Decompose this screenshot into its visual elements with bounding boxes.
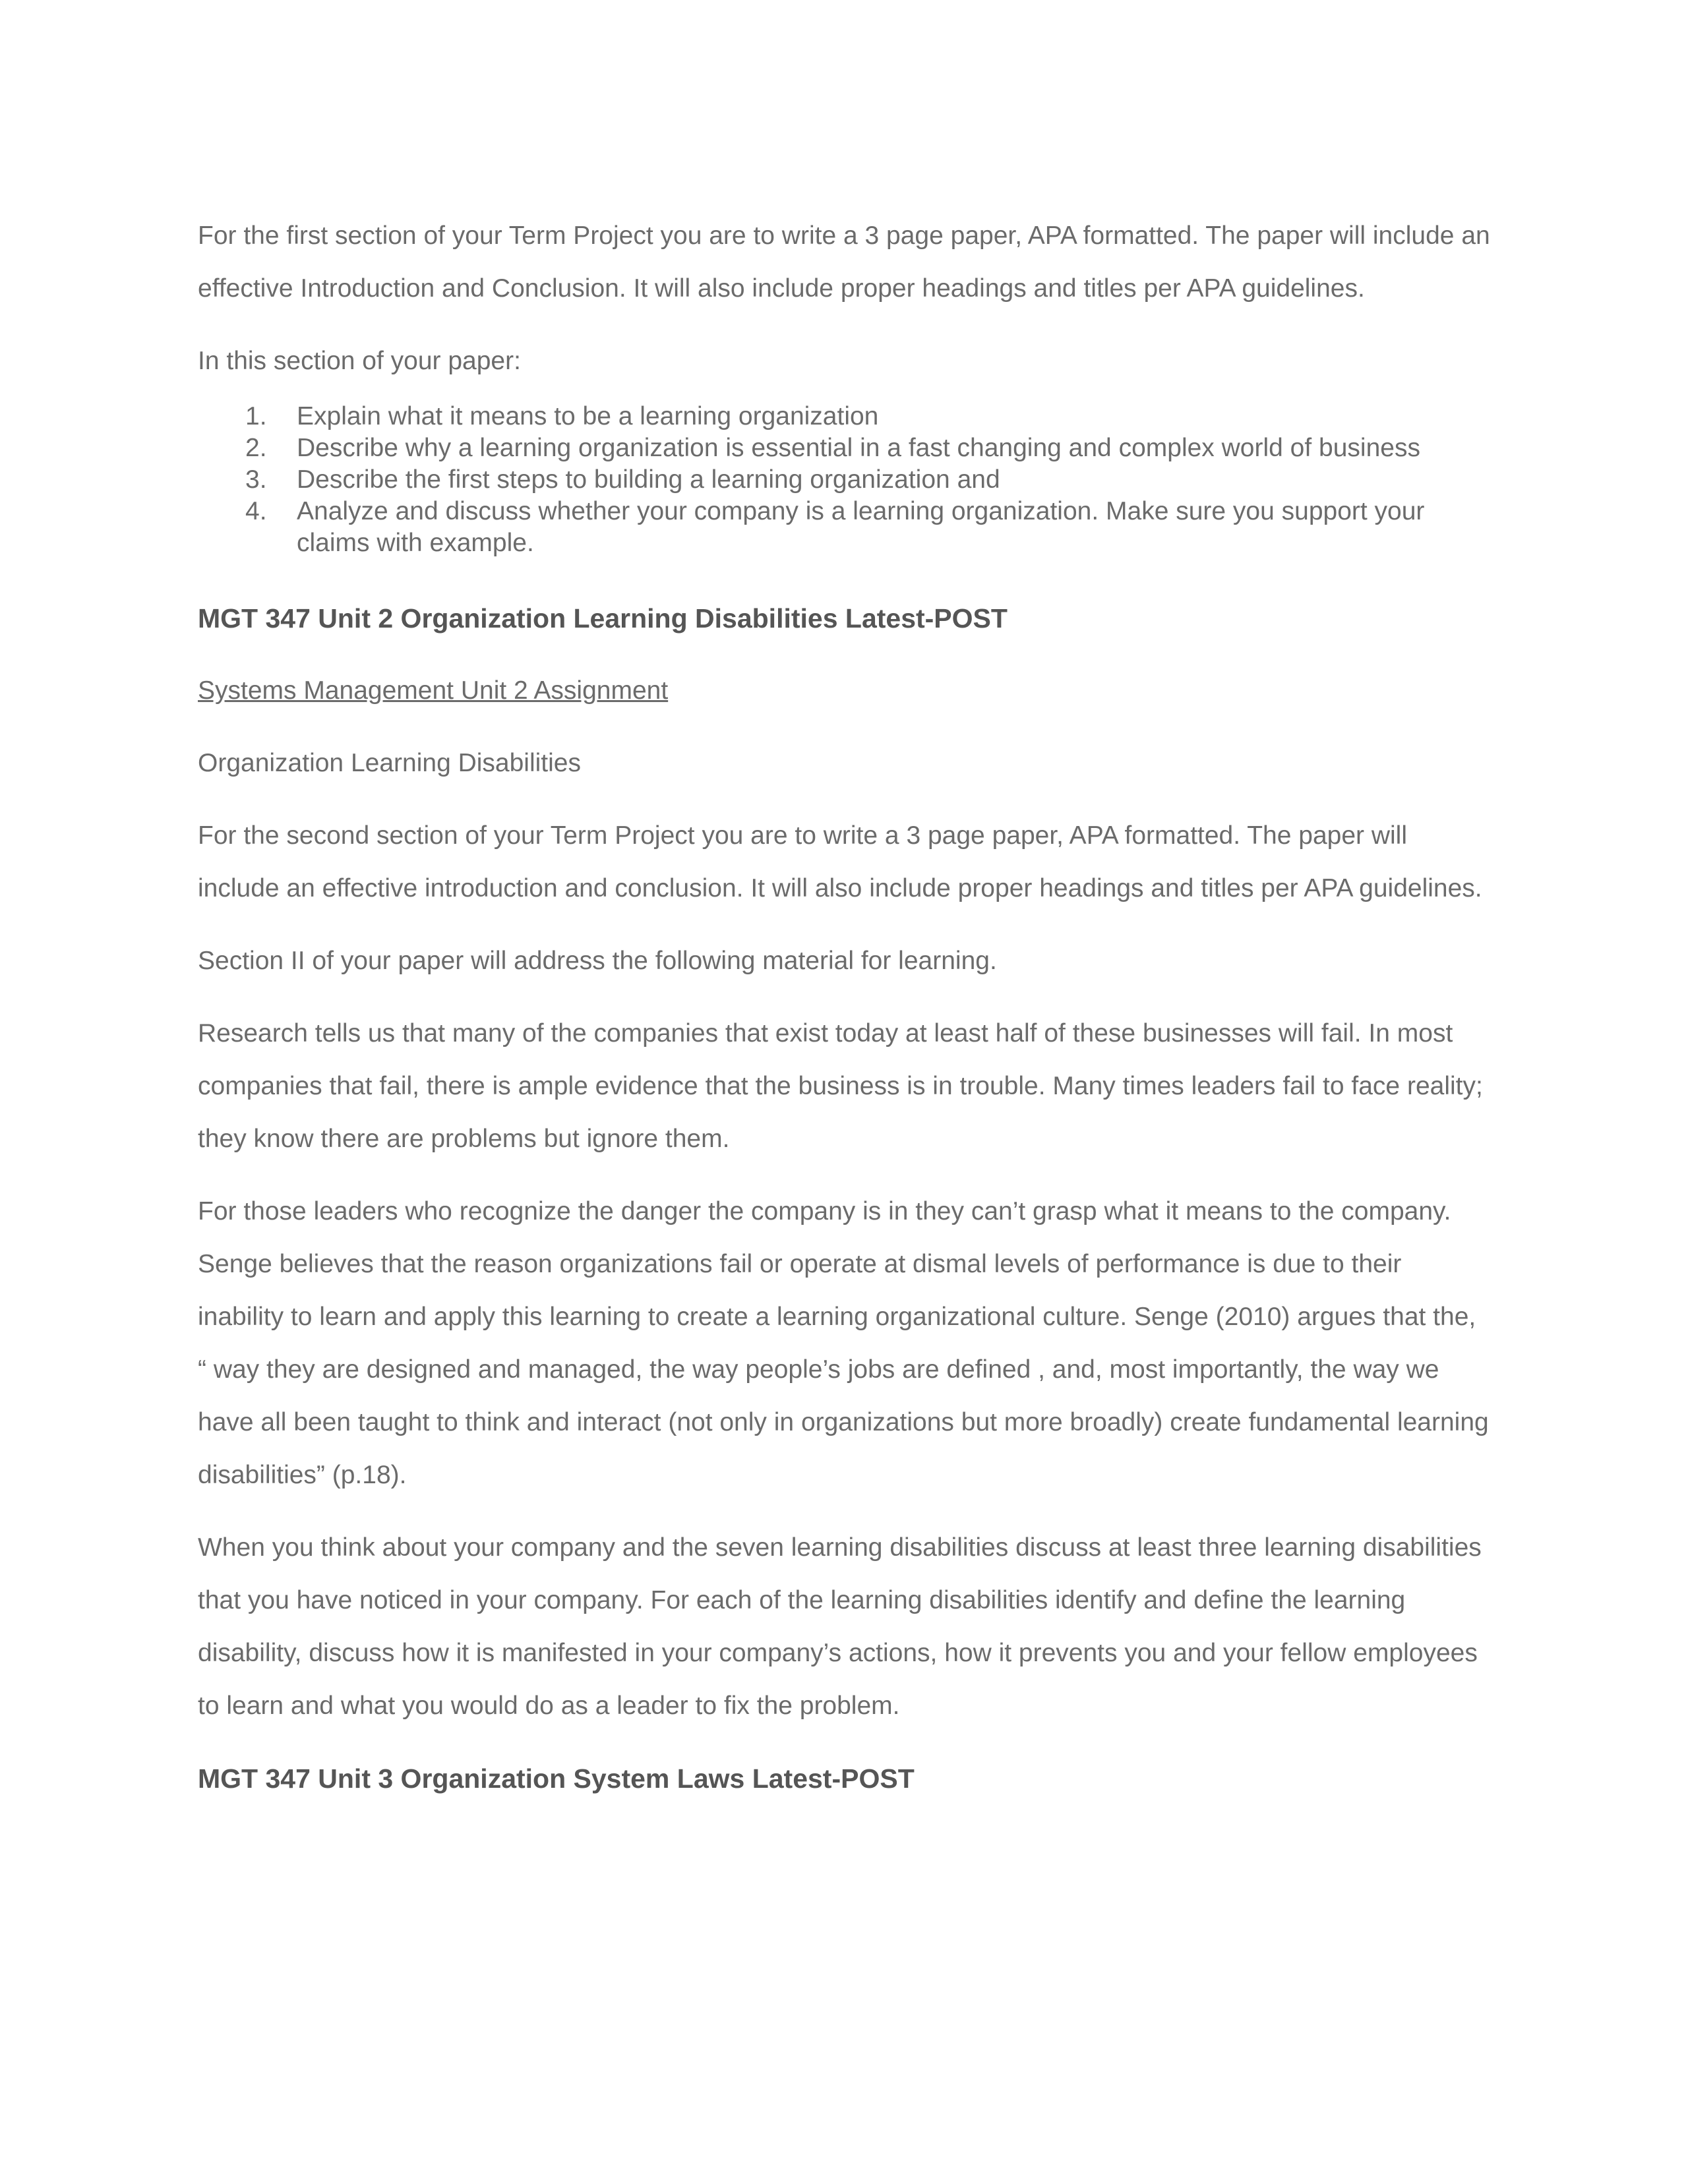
list-item-text: Describe why a learning organization is essential in a fast changing and complex world of business <box>297 434 1420 462</box>
list-item-number: 4. <box>245 497 267 525</box>
list-item-number: 1. <box>245 402 267 430</box>
unit2-paragraph-1: For the second section of your Term Project you are to write a 3 page paper, APA formatted. The paper will include an effective introduction and conclusion. It will also include proper headings and titles per APA guidelines. <box>198 821 1482 902</box>
unit2-subtitle: Organization Learning Disabilities <box>198 749 581 777</box>
unit2-paragraph-5: When you think about your company and the seven learning disabilities discuss at least three learning disabilities that you have noticed in your company. For each of the learning disabilities identify and define the learning disability, discuss how it is manifested in your company’s actions, how it prevents you and your fellow employees to learn and what you would do as a leader to fix the problem. <box>198 1533 1482 1720</box>
task-list <box>198 401 1490 559</box>
unit2-heading: MGT 347 Unit 2 Organization Learning Disabilities Latest-POST <box>198 603 1008 634</box>
assignment-link[interactable]: Systems Management Unit 2 Assignment <box>198 676 669 705</box>
unit2-paragraph-3: Research tells us that many of the companies that exist today at least half of these businesses will fail. In most companies that fail, there is ample evidence that the business is in trouble. Many times leaders fail to face reality; they know there are problems but ignore them. <box>198 1019 1483 1153</box>
unit2-paragraph-4: For those leaders who recognize the danger the company is in they can’t grasp what it means to the company. Senge believes that the reason organizations fail or operate at dismal levels of performance is due to their inability to learn and apply this learning to create a learning organizational culture. Senge (2010) argues that the, “ way they are designed and managed, the way people’s jobs are defined , and, most importantly, the way we have all been taught to think and interact (not only in organizations but more broadly) create fundamental learning disabilities” (p.18). <box>198 1197 1489 1489</box>
unit2-paragraph-2: Section II of your paper will address the following material for learning. <box>198 947 997 975</box>
list-item <box>198 464 1490 496</box>
list-item <box>198 496 1490 559</box>
list-item-text: Analyze and discuss whether your company is a learning organization. Make sure you support your claims with example. <box>297 497 1425 557</box>
list-item-text: Explain what it means to be a learning organization <box>297 402 879 430</box>
assignment-link-line <box>198 664 1490 717</box>
document-page <box>198 210 1490 1805</box>
list-item-number: 2. <box>245 434 267 462</box>
unit3-heading: MGT 347 Unit 3 Organization System Laws Latest-POST <box>198 1763 915 1794</box>
section-lead-in: In this section of your paper: <box>198 347 521 375</box>
list-item-number: 3. <box>245 465 267 494</box>
list-item <box>198 401 1490 432</box>
list-item-text: Describe the first steps to building a learning organization and <box>297 465 1000 494</box>
intro-paragraph: For the first section of your Term Project you are to write a 3 page paper, APA formatted. The paper will include an effective Introduction and Conclusion. It will also include proper headings and titles per APA guidelines. <box>198 221 1490 303</box>
list-item <box>198 432 1490 464</box>
